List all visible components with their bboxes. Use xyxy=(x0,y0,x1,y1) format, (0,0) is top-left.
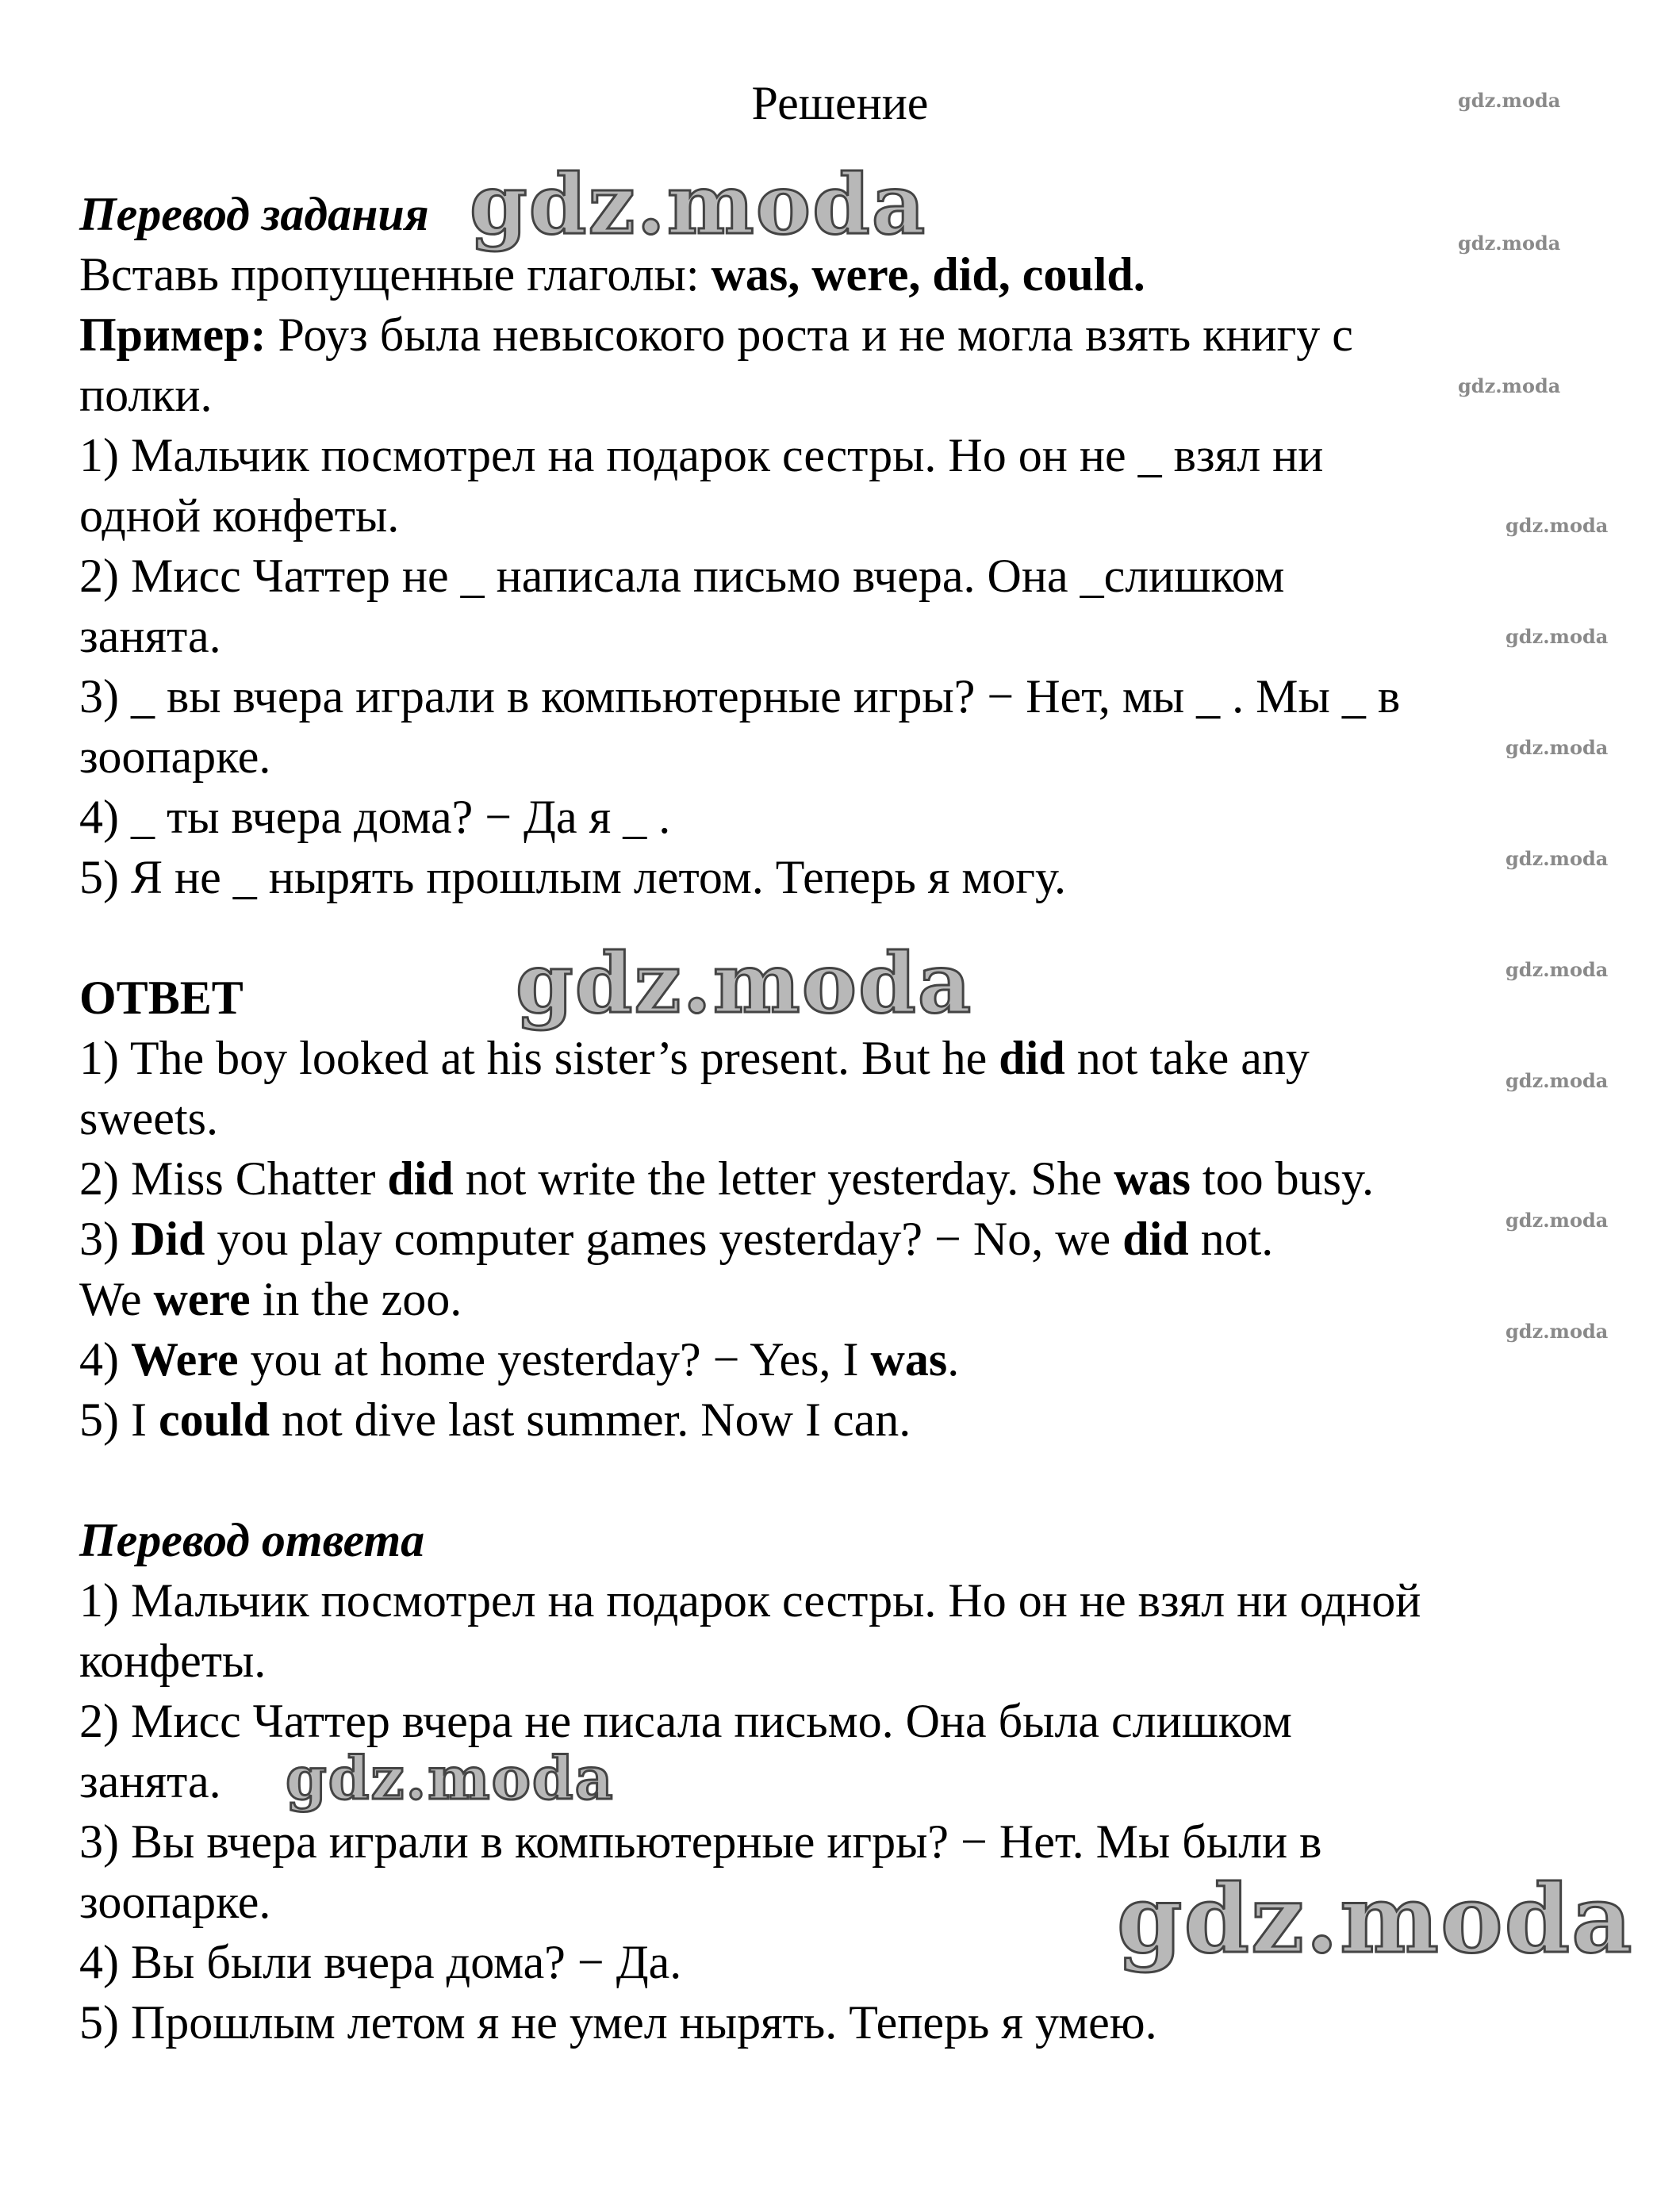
watermark-small: gdz.moda xyxy=(1458,89,1561,112)
watermark-small: gdz.moda xyxy=(1505,625,1609,648)
answer-text: not take any xyxy=(1064,1032,1310,1084)
answer-text: We xyxy=(79,1273,154,1325)
watermark-small: gdz.moda xyxy=(1505,736,1609,759)
answer-translation-heading: Перевод ответа xyxy=(79,1514,425,1566)
answer-verb: was xyxy=(1114,1152,1191,1205)
answer-verb: could xyxy=(158,1393,270,1446)
instruction-words: was, were, did, could. xyxy=(711,248,1145,301)
answer-verb: Were xyxy=(130,1333,239,1386)
answer-verb: did xyxy=(387,1152,454,1205)
task-line: зоопарке. xyxy=(79,730,271,783)
translation-line: 2) Мисс Чаттер вчера не писала письмо. Она была слишком xyxy=(79,1695,1292,1747)
answer-line-3 xyxy=(79,1209,1273,1269)
watermark-small: gdz.moda xyxy=(1505,847,1609,870)
answer-line-4 xyxy=(79,1329,959,1390)
watermark-large: gdz.moda xyxy=(516,934,973,1032)
task-line: 1) Мальчик посмотрел на подарок сестры. Но он не _ взял ни xyxy=(79,429,1324,481)
answer-text: 4) xyxy=(79,1333,131,1386)
answer-text: 1) The boy looked at his sister’s present. But he xyxy=(79,1032,999,1084)
answer-text: 3) xyxy=(79,1213,131,1265)
task-translation-heading: Перевод задания xyxy=(79,188,429,240)
watermark-small: gdz.moda xyxy=(1458,232,1561,255)
watermark-small: gdz.moda xyxy=(1505,514,1609,537)
translation-line: конфеты. xyxy=(79,1635,267,1687)
watermark-large: gdz.moda xyxy=(470,155,927,253)
translation-line: 4) Вы были вчера дома? − Да. xyxy=(79,1936,682,1988)
watermark-small: gdz.moda xyxy=(1458,374,1561,397)
answer-verb: Did xyxy=(130,1213,205,1265)
watermark-large: gdz.moda xyxy=(1117,1864,1634,1974)
answer-text: 5) I xyxy=(79,1393,159,1446)
answer-line-3-cont xyxy=(79,1269,462,1329)
task-line: одной конфеты. xyxy=(79,489,400,542)
answer-text: not dive last summer. Now I can. xyxy=(270,1393,911,1446)
answer-verb: was xyxy=(870,1333,948,1386)
task-line: 2) Мисс Чаттер не _ написала письмо вчера. Она _слишком xyxy=(79,550,1285,602)
answer-verb: were xyxy=(153,1273,251,1325)
answer-line-5 xyxy=(79,1390,911,1450)
watermark-large: gdz.moda xyxy=(286,1745,615,1813)
task-example-cont: полки. xyxy=(79,369,213,421)
task-line: занята. xyxy=(79,610,221,662)
translation-line: 5) Прошлым летом я не умел нырять. Теперь я умею. xyxy=(79,1996,1157,2049)
answer-text: not write the letter yesterday. She xyxy=(453,1152,1114,1205)
answer-text: in the zoo. xyxy=(250,1273,462,1325)
instruction-prefix: Вставь пропущенные глаголы: xyxy=(79,248,712,301)
task-line: 3) _ вы вчера играли в компьютерные игры? − Нет, мы _ . Мы _ в xyxy=(79,670,1401,723)
answer-text: too busy. xyxy=(1190,1152,1375,1205)
task-example xyxy=(79,305,1353,365)
translation-line: зоопарке. xyxy=(79,1876,271,1928)
answer-text: you play computer games yesterday? − No, we xyxy=(205,1213,1123,1265)
answer-line-1-cont: sweets. xyxy=(79,1092,218,1144)
answer-verb: did xyxy=(1122,1213,1189,1265)
task-line: 5) Я не _ нырять прошлым летом. Теперь я могу. xyxy=(79,851,1066,903)
example-text: Роуз была невысокого роста и не могла взять книгу с xyxy=(266,309,1353,361)
task-line: 4) _ ты вчера дома? − Да я _ . xyxy=(79,791,671,843)
watermark-small: gdz.moda xyxy=(1505,1320,1609,1343)
translation-line: 1) Мальчик посмотрел на подарок сестры. Но он не взял ни одной xyxy=(79,1574,1421,1627)
answer-line-1 xyxy=(79,1028,1310,1088)
answer-heading: ОТВЕТ xyxy=(79,972,244,1024)
watermark-small: gdz.moda xyxy=(1505,1209,1609,1232)
example-label: Пример: xyxy=(79,309,267,361)
task-instruction xyxy=(79,244,1145,305)
answer-text: you at home yesterday? − Yes, I xyxy=(238,1333,871,1386)
watermark-small: gdz.moda xyxy=(1505,1069,1609,1092)
translation-line: 3) Вы вчера играли в компьютерные игры? − Нет. Мы были в xyxy=(79,1815,1322,1868)
answer-verb: did xyxy=(999,1032,1065,1084)
answer-text: 2) Miss Chatter xyxy=(79,1152,388,1205)
page-title: Решение xyxy=(751,77,929,129)
watermark-small: gdz.moda xyxy=(1505,958,1609,981)
answer-text: . xyxy=(947,1333,960,1386)
answer-text: not. xyxy=(1188,1213,1274,1265)
translation-line: занята. xyxy=(79,1755,221,1807)
answer-line-2 xyxy=(79,1148,1374,1209)
